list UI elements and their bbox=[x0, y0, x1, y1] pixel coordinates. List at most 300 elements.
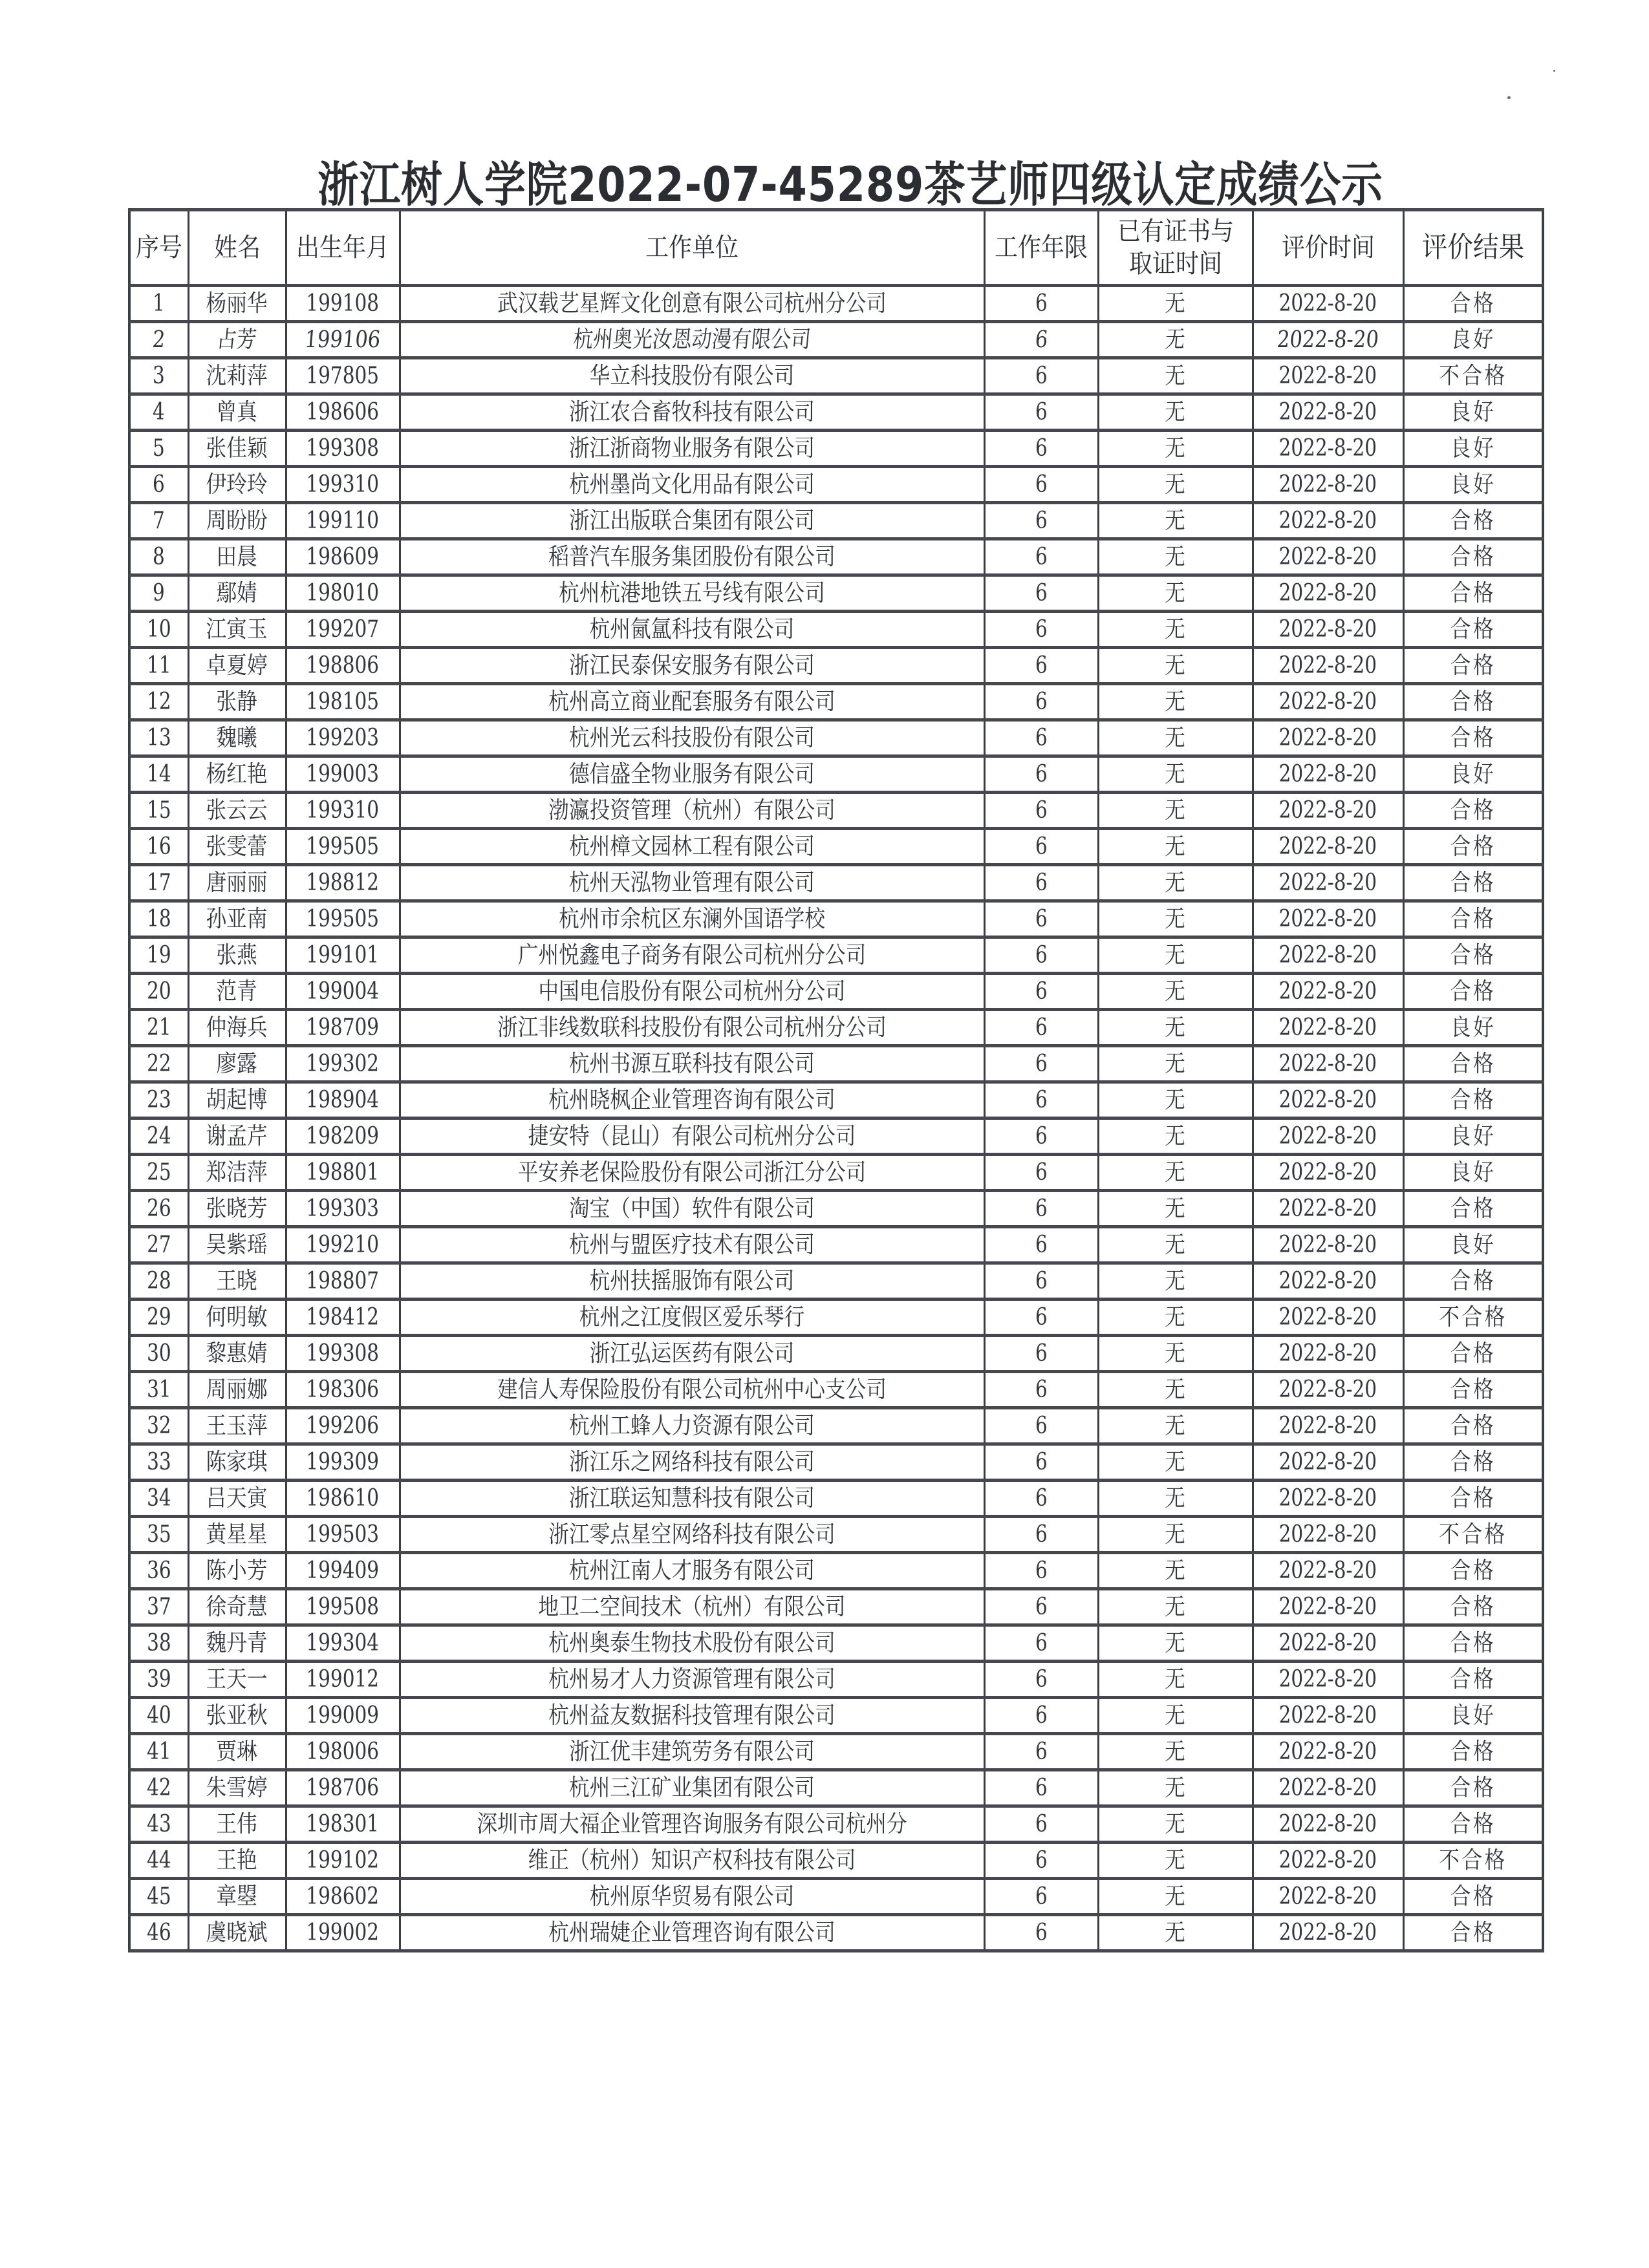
row-number-cell bbox=[129, 322, 188, 358]
row-company: 杭州扶摇服饰有限公司 bbox=[589, 1267, 795, 1294]
row-number-cell bbox=[129, 974, 188, 1010]
row-company-cell bbox=[400, 1806, 984, 1843]
row-name-cell bbox=[188, 1517, 286, 1553]
row-date: 2022-8-20 bbox=[1278, 1448, 1377, 1475]
table-row bbox=[129, 612, 1543, 648]
header-name: 姓名 bbox=[188, 210, 286, 286]
row-birth-cell bbox=[286, 1481, 400, 1517]
row-company: 广州悦鑫电子商务有限公司杭州分公司 bbox=[517, 941, 867, 968]
row-years: 6 bbox=[1035, 1231, 1048, 1258]
row-company: 杭州墨尚文化用品有限公司 bbox=[568, 471, 815, 498]
row-result-cell bbox=[1403, 612, 1543, 648]
row-name-cell bbox=[188, 1915, 286, 1951]
row-result-cell bbox=[1403, 1372, 1543, 1408]
row-birth-cell bbox=[286, 1625, 400, 1662]
table-row bbox=[129, 1372, 1543, 1408]
row-cert-cell bbox=[1098, 901, 1253, 937]
row-result: 合格 bbox=[1450, 1412, 1496, 1439]
row-company-cell bbox=[400, 756, 984, 793]
row-name: 吴紫瑶 bbox=[206, 1231, 268, 1258]
row-date-cell bbox=[1253, 1444, 1403, 1481]
row-name: 张燕 bbox=[216, 941, 258, 968]
row-number: 43 bbox=[146, 1810, 171, 1837]
row-company: 杭州工蜂人力资源有限公司 bbox=[568, 1412, 815, 1439]
row-result: 合格 bbox=[1450, 1448, 1496, 1475]
row-birth: 198609 bbox=[306, 543, 380, 570]
row-name-cell bbox=[188, 1806, 286, 1843]
row-cert-cell bbox=[1098, 793, 1253, 829]
row-years-cell bbox=[984, 431, 1098, 467]
row-date-cell bbox=[1253, 1517, 1403, 1553]
row-company: 浙江非线数联科技股份有限公司杭州分公司 bbox=[497, 1014, 887, 1041]
row-years: 6 bbox=[1035, 833, 1048, 860]
row-name: 占芳 bbox=[216, 326, 258, 353]
row-company: 捷安特（昆山）有限公司杭州分公司 bbox=[528, 1122, 856, 1150]
row-number: 42 bbox=[146, 1774, 171, 1801]
row-birth-cell bbox=[286, 612, 400, 648]
row-years-cell bbox=[984, 1915, 1098, 1951]
row-result-cell bbox=[1403, 1517, 1543, 1553]
row-years-cell bbox=[984, 358, 1098, 394]
row-company-cell bbox=[400, 612, 984, 648]
row-result: 良好 bbox=[1450, 1159, 1496, 1186]
row-number-cell bbox=[129, 1336, 188, 1372]
row-date-cell bbox=[1253, 1046, 1403, 1082]
row-date: 2022-8-20 bbox=[1278, 1267, 1377, 1294]
row-years-cell bbox=[984, 1046, 1098, 1082]
row-number: 4 bbox=[153, 398, 166, 425]
row-years-cell bbox=[984, 467, 1098, 503]
table-row bbox=[129, 1263, 1543, 1300]
row-years-cell bbox=[984, 1517, 1098, 1553]
row-years-cell bbox=[984, 1372, 1098, 1408]
row-name-cell bbox=[188, 1155, 286, 1191]
row-number: 35 bbox=[146, 1521, 171, 1548]
row-number-cell bbox=[129, 1517, 188, 1553]
row-company: 杭州樟文园林工程有限公司 bbox=[568, 833, 815, 860]
table-row bbox=[129, 829, 1543, 865]
row-years: 6 bbox=[1035, 869, 1048, 896]
table-row bbox=[129, 1408, 1543, 1444]
row-years-cell bbox=[984, 1553, 1098, 1589]
row-company-cell bbox=[400, 1517, 984, 1553]
row-years-cell bbox=[984, 286, 1098, 322]
row-name-cell bbox=[188, 575, 286, 612]
row-date-cell bbox=[1253, 1191, 1403, 1227]
row-result-cell bbox=[1403, 1915, 1543, 1951]
row-name: 张静 bbox=[216, 688, 258, 715]
table-row bbox=[129, 1553, 1543, 1589]
row-company: 华立科技股份有限公司 bbox=[589, 362, 795, 389]
row-name: 伊玲玲 bbox=[206, 471, 268, 498]
table-row bbox=[129, 901, 1543, 937]
row-birth: 199309 bbox=[306, 1448, 380, 1475]
row-result: 良好 bbox=[1450, 1231, 1496, 1258]
row-birth: 198606 bbox=[306, 398, 380, 425]
row-result-cell bbox=[1403, 575, 1543, 612]
row-years: 6 bbox=[1035, 797, 1048, 824]
row-company: 杭州易才人力资源管理有限公司 bbox=[548, 1665, 835, 1693]
table-row bbox=[129, 1444, 1543, 1481]
row-birth-cell bbox=[286, 684, 400, 720]
row-birth-cell bbox=[286, 1843, 400, 1879]
row-date-cell bbox=[1253, 901, 1403, 937]
row-result: 合格 bbox=[1450, 724, 1496, 751]
row-name: 黄星星 bbox=[206, 1521, 268, 1548]
row-number-cell bbox=[129, 575, 188, 612]
row-number: 30 bbox=[146, 1340, 171, 1367]
row-result-cell bbox=[1403, 1263, 1543, 1300]
row-number-cell bbox=[129, 1082, 188, 1118]
row-cert-cell bbox=[1098, 684, 1253, 720]
row-company-cell bbox=[400, 1698, 984, 1734]
row-company-cell bbox=[400, 539, 984, 575]
row-years: 6 bbox=[1035, 1122, 1048, 1150]
row-result-cell bbox=[1403, 865, 1543, 901]
row-date-cell bbox=[1253, 575, 1403, 612]
row-birth-cell bbox=[286, 1553, 400, 1589]
row-years-cell bbox=[984, 1806, 1098, 1843]
table-row bbox=[129, 539, 1543, 575]
row-number-cell bbox=[129, 793, 188, 829]
row-result-cell bbox=[1403, 1843, 1543, 1879]
row-name: 孙亚南 bbox=[206, 905, 268, 932]
row-years-cell bbox=[984, 1444, 1098, 1481]
row-date: 2022-8-20 bbox=[1278, 1159, 1377, 1186]
row-result: 良好 bbox=[1450, 760, 1496, 787]
row-company-cell bbox=[400, 1915, 984, 1951]
row-result: 良好 bbox=[1449, 326, 1496, 353]
row-cert: 无 bbox=[1165, 1014, 1186, 1041]
row-birth: 199110 bbox=[306, 507, 380, 534]
row-company-cell bbox=[400, 394, 984, 431]
row-name: 江寅玉 bbox=[206, 615, 268, 643]
row-years-cell bbox=[984, 1734, 1098, 1770]
row-company: 浙江农合畜牧科技有限公司 bbox=[568, 398, 815, 425]
row-birth-cell bbox=[286, 901, 400, 937]
row-cert: 无 bbox=[1165, 1159, 1186, 1186]
row-result-cell bbox=[1403, 286, 1543, 322]
row-date: 2022-8-20 bbox=[1278, 760, 1377, 787]
row-number: 29 bbox=[146, 1303, 171, 1331]
row-company: 浙江民泰保安服务有限公司 bbox=[568, 652, 815, 679]
table-row bbox=[129, 865, 1543, 901]
row-years-cell bbox=[984, 1227, 1098, 1263]
row-years: 6 bbox=[1035, 579, 1048, 606]
row-company: 浙江弘运医药有限公司 bbox=[589, 1340, 795, 1367]
row-years-cell bbox=[984, 1589, 1098, 1625]
row-birth: 199102 bbox=[306, 1846, 380, 1874]
row-company-cell bbox=[400, 648, 984, 684]
table-row bbox=[129, 648, 1543, 684]
row-birth-cell bbox=[286, 1300, 400, 1336]
row-company: 中国电信股份有限公司杭州分公司 bbox=[538, 978, 846, 1005]
row-birth-cell bbox=[286, 322, 400, 358]
row-name: 仲海兵 bbox=[206, 1014, 268, 1041]
row-date: 2022-8-20 bbox=[1278, 543, 1377, 570]
row-number: 16 bbox=[146, 833, 171, 860]
row-date: 2022-8-20 bbox=[1278, 869, 1377, 896]
row-date: 2022-8-20 bbox=[1276, 326, 1380, 353]
row-result: 合格 bbox=[1450, 1665, 1496, 1693]
row-years-cell bbox=[984, 793, 1098, 829]
row-birth: 198412 bbox=[306, 1303, 380, 1331]
row-number: 33 bbox=[146, 1448, 171, 1475]
row-company: 建信人寿保险股份有限公司杭州中心支公司 bbox=[497, 1376, 887, 1403]
row-cert: 无 bbox=[1165, 1050, 1186, 1077]
page-title bbox=[0, 158, 1649, 212]
table-row bbox=[129, 431, 1543, 467]
row-name: 魏曦 bbox=[216, 724, 258, 751]
row-birth-cell bbox=[286, 937, 400, 974]
row-result-cell bbox=[1403, 1481, 1543, 1517]
row-name: 贾琳 bbox=[216, 1738, 258, 1765]
row-name: 陈家琪 bbox=[206, 1448, 268, 1475]
row-birth: 199310 bbox=[306, 471, 380, 498]
row-cert-cell bbox=[1098, 431, 1253, 467]
row-name-cell bbox=[188, 684, 286, 720]
row-cert: 无 bbox=[1165, 941, 1186, 968]
row-name: 杨红艳 bbox=[206, 760, 268, 787]
row-name-cell bbox=[188, 974, 286, 1010]
row-result: 合格 bbox=[1450, 1629, 1496, 1656]
row-date: 2022-8-20 bbox=[1278, 1231, 1377, 1258]
table-row bbox=[129, 720, 1543, 756]
row-cert: 无 bbox=[1165, 688, 1186, 715]
row-result: 良好 bbox=[1450, 434, 1496, 462]
row-result-cell bbox=[1403, 1806, 1543, 1843]
row-date: 2022-8-20 bbox=[1278, 290, 1377, 317]
row-number: 40 bbox=[146, 1702, 171, 1729]
row-result-cell bbox=[1403, 1770, 1543, 1806]
row-date-cell bbox=[1253, 1372, 1403, 1408]
row-result: 合格 bbox=[1450, 579, 1496, 606]
row-years-cell bbox=[984, 1770, 1098, 1806]
row-name: 郑洁萍 bbox=[206, 1159, 268, 1186]
row-cert-cell bbox=[1098, 1806, 1253, 1843]
row-number-cell bbox=[129, 720, 188, 756]
row-cert-cell bbox=[1098, 1118, 1253, 1155]
row-number: 27 bbox=[146, 1231, 171, 1258]
row-birth: 198709 bbox=[306, 1014, 380, 1041]
row-name: 王伟 bbox=[216, 1810, 258, 1837]
row-cert-cell bbox=[1098, 1589, 1253, 1625]
row-name-cell bbox=[188, 901, 286, 937]
row-date: 2022-8-20 bbox=[1278, 1521, 1377, 1548]
row-cert-cell bbox=[1098, 1227, 1253, 1263]
table-row bbox=[129, 394, 1543, 431]
row-result-cell bbox=[1403, 322, 1543, 358]
row-years: 6 bbox=[1035, 1919, 1048, 1946]
row-years-cell bbox=[984, 1082, 1098, 1118]
table-row bbox=[129, 1806, 1543, 1843]
row-cert: 无 bbox=[1165, 1340, 1186, 1367]
row-birth: 199308 bbox=[306, 1340, 380, 1367]
row-cert: 无 bbox=[1165, 905, 1186, 932]
row-company-cell bbox=[400, 322, 984, 358]
row-birth: 199206 bbox=[306, 1412, 380, 1439]
row-name: 何明敏 bbox=[206, 1303, 268, 1331]
row-date-cell bbox=[1253, 358, 1403, 394]
row-result: 合格 bbox=[1450, 1086, 1496, 1113]
table-body bbox=[129, 286, 1543, 1951]
row-company: 淘宝（中国）软件有限公司 bbox=[568, 1195, 815, 1222]
row-company-cell bbox=[400, 1770, 984, 1806]
row-birth: 198006 bbox=[306, 1738, 380, 1765]
row-result-cell bbox=[1403, 793, 1543, 829]
row-name-cell bbox=[188, 1589, 286, 1625]
row-date-cell bbox=[1253, 322, 1403, 358]
row-birth-cell bbox=[286, 1155, 400, 1191]
row-company: 武汉载艺星辉文化创意有限公司杭州分公司 bbox=[497, 290, 887, 317]
row-number-cell bbox=[129, 1408, 188, 1444]
row-result: 合格 bbox=[1450, 1810, 1496, 1837]
row-birth-cell bbox=[286, 1046, 400, 1082]
row-number-cell bbox=[129, 1010, 188, 1046]
row-number-cell bbox=[129, 1843, 188, 1879]
row-date: 2022-8-20 bbox=[1278, 1014, 1377, 1041]
row-cert: 无 bbox=[1165, 1303, 1186, 1331]
row-cert: 无 bbox=[1165, 1629, 1186, 1656]
row-birth-cell bbox=[286, 1444, 400, 1481]
row-date-cell bbox=[1253, 431, 1403, 467]
row-company: 杭州天泓物业管理有限公司 bbox=[568, 869, 815, 896]
row-name-cell bbox=[188, 1191, 286, 1227]
row-name: 胡起博 bbox=[206, 1086, 268, 1113]
row-birth-cell bbox=[286, 1191, 400, 1227]
row-name-cell bbox=[188, 467, 286, 503]
row-date: 2022-8-20 bbox=[1278, 1050, 1377, 1077]
row-date: 2022-8-20 bbox=[1278, 1774, 1377, 1801]
row-years-cell bbox=[984, 1662, 1098, 1698]
row-birth-cell bbox=[286, 1662, 400, 1698]
row-cert: 无 bbox=[1165, 615, 1186, 643]
row-name-cell bbox=[188, 1263, 286, 1300]
row-birth-cell bbox=[286, 793, 400, 829]
row-birth-cell bbox=[286, 575, 400, 612]
row-cert-cell bbox=[1098, 1046, 1253, 1082]
row-date-cell bbox=[1253, 539, 1403, 575]
row-name-cell bbox=[188, 1481, 286, 1517]
row-company-cell bbox=[400, 720, 984, 756]
row-years-cell bbox=[984, 575, 1098, 612]
row-number-cell bbox=[129, 1118, 188, 1155]
row-cert: 无 bbox=[1165, 869, 1186, 896]
table-row bbox=[129, 1300, 1543, 1336]
row-name-cell bbox=[188, 1879, 286, 1915]
row-years-cell bbox=[984, 1408, 1098, 1444]
row-number: 45 bbox=[146, 1883, 171, 1910]
row-years-cell bbox=[984, 1625, 1098, 1662]
row-years: 6 bbox=[1035, 398, 1048, 425]
row-birth: 198807 bbox=[306, 1267, 380, 1294]
row-birth: 198706 bbox=[306, 1774, 380, 1801]
row-cert-cell bbox=[1098, 1734, 1253, 1770]
row-date-cell bbox=[1253, 1336, 1403, 1372]
row-number-cell bbox=[129, 467, 188, 503]
row-result-cell bbox=[1403, 684, 1543, 720]
row-birth-cell bbox=[286, 1263, 400, 1300]
row-cert-cell bbox=[1098, 358, 1253, 394]
row-birth: 199505 bbox=[306, 905, 380, 932]
row-cert: 无 bbox=[1165, 543, 1186, 570]
row-result-cell bbox=[1403, 431, 1543, 467]
row-cert-cell bbox=[1098, 1082, 1253, 1118]
row-name-cell bbox=[188, 1082, 286, 1118]
row-cert-cell bbox=[1098, 1155, 1253, 1191]
row-years-cell bbox=[984, 1118, 1098, 1155]
row-result-cell bbox=[1403, 937, 1543, 974]
row-years: 6 bbox=[1035, 1086, 1048, 1113]
row-number-cell bbox=[129, 1806, 188, 1843]
row-cert-cell bbox=[1098, 394, 1253, 431]
row-result-cell bbox=[1403, 1589, 1543, 1625]
row-number-cell bbox=[129, 1046, 188, 1082]
row-date: 2022-8-20 bbox=[1278, 1665, 1377, 1693]
row-name: 沈莉萍 bbox=[206, 362, 268, 389]
row-company-cell bbox=[400, 1263, 984, 1300]
row-date: 2022-8-20 bbox=[1278, 615, 1377, 643]
row-years-cell bbox=[984, 539, 1098, 575]
row-date: 2022-8-20 bbox=[1278, 1738, 1377, 1765]
table-row bbox=[129, 1118, 1543, 1155]
row-name-cell bbox=[188, 1553, 286, 1589]
row-years-cell bbox=[984, 829, 1098, 865]
row-company: 地卫二空间技术（杭州）有限公司 bbox=[538, 1593, 846, 1620]
row-cert: 无 bbox=[1165, 1376, 1186, 1403]
row-years: 6 bbox=[1035, 941, 1048, 968]
row-years: 6 bbox=[1035, 362, 1048, 389]
row-company: 平安养老保险股份有限公司浙江分公司 bbox=[517, 1159, 867, 1186]
row-result: 合格 bbox=[1450, 1195, 1496, 1222]
row-number: 12 bbox=[146, 688, 171, 715]
row-number: 23 bbox=[146, 1086, 171, 1113]
row-birth: 198602 bbox=[306, 1883, 380, 1910]
row-company-cell bbox=[400, 901, 984, 937]
header-date: 评价时间 bbox=[1253, 210, 1403, 286]
row-number: 1 bbox=[153, 290, 166, 317]
row-company-cell bbox=[400, 1336, 984, 1372]
row-birth: 198306 bbox=[306, 1376, 380, 1403]
row-birth: 199303 bbox=[306, 1195, 380, 1222]
row-company: 浙江出版联合集团有限公司 bbox=[568, 507, 815, 534]
row-birth-cell bbox=[286, 1589, 400, 1625]
row-result: 不合格 bbox=[1438, 1303, 1507, 1331]
row-date: 2022-8-20 bbox=[1278, 1593, 1377, 1620]
table-row bbox=[129, 1481, 1543, 1517]
row-company: 杭州奥光汝恩动漫有限公司 bbox=[572, 326, 812, 353]
row-date-cell bbox=[1253, 684, 1403, 720]
row-name: 周盼盼 bbox=[206, 507, 268, 534]
row-cert: 无 bbox=[1165, 1484, 1186, 1512]
row-company: 杭州晓枫企业管理咨询有限公司 bbox=[548, 1086, 835, 1113]
row-result-cell bbox=[1403, 1625, 1543, 1662]
row-cert: 无 bbox=[1165, 579, 1186, 606]
row-number-cell bbox=[129, 612, 188, 648]
row-result-cell bbox=[1403, 974, 1543, 1010]
row-cert: 无 bbox=[1165, 1267, 1186, 1294]
row-company: 杭州杭港地铁五号线有限公司 bbox=[559, 579, 825, 606]
row-cert-cell bbox=[1098, 1444, 1253, 1481]
row-birth: 199012 bbox=[306, 1665, 380, 1693]
row-years: 6 bbox=[1035, 1629, 1048, 1656]
row-number: 34 bbox=[146, 1484, 171, 1512]
row-years: 6 bbox=[1035, 290, 1048, 317]
row-name-cell bbox=[188, 539, 286, 575]
table-row bbox=[129, 1843, 1543, 1879]
row-number: 2 bbox=[151, 326, 167, 353]
row-date-cell bbox=[1253, 1625, 1403, 1662]
